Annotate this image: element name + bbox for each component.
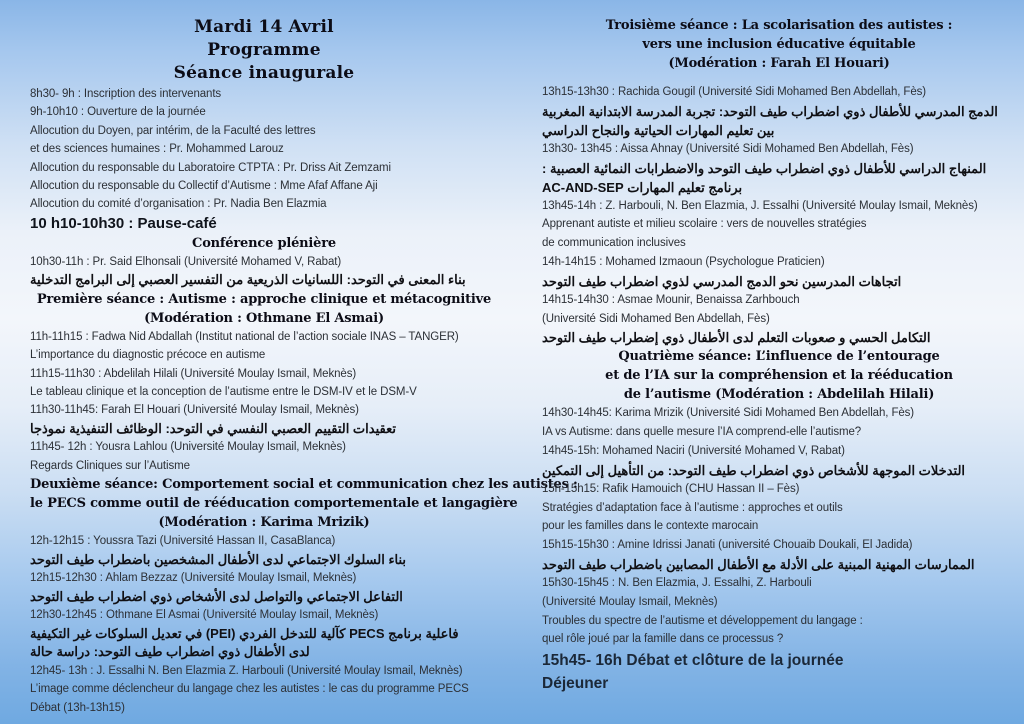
program-entry: 11h45- 12h : Yousra Lahlou (Université Moulay Ismail, Meknès) bbox=[30, 441, 346, 454]
program-entry: Regards Cliniques sur l’Autisme bbox=[30, 459, 190, 472]
program-entry-arabic: بين تعليم المهارات الحياتية والنجاح الدراسي bbox=[542, 122, 775, 138]
program-entry: de communication inclusives bbox=[542, 237, 686, 250]
program-entry: 15h30-15h45 : N. Ben Elazmia, J. Essalhi, Z. Harbouli bbox=[542, 576, 812, 589]
session-heading: vers une inclusion éducative équitable bbox=[642, 37, 916, 52]
session-heading: Deuxième séance: Comportement social et communication chez les autistes : bbox=[30, 477, 578, 493]
session-heading: (Modération : Farah El Houari) bbox=[668, 56, 890, 71]
program-entry-arabic: بناء المعنى في التوحد: اللسانيات الذريعية من التفسير العصبي إلى البرامج التدخلية bbox=[30, 272, 466, 288]
program-entry: 14h45-15h: Mohamed Naciri (Université Mohamed V, Rabat) bbox=[542, 444, 845, 457]
program-entry: 11h30-11h45: Farah El Houari (Université Moulay Ismail, Meknès) bbox=[30, 404, 359, 417]
program-entry-arabic: التدخلات الموجهة للأشخاص ذوي اضطراب طيف التوحد: من التأهيل إلى التمكين bbox=[542, 462, 966, 478]
program-entry-arabic: الدمج المدرسي للأطفال ذوي اضطراب طيف التوحد: تجربة المدرسة الابتدانية المغربية bbox=[542, 103, 998, 119]
program-entry: Troubles du spectre de l’autisme et développement du langage : bbox=[542, 614, 863, 627]
program-entry: 12h15-12h30 : Ahlam Bezzaz (Université Moulay Ismail, Meknès) bbox=[30, 572, 357, 585]
program-entry: Allocution du responsable du Laboratoire CTPTA : Pr. Driss Ait Zemzami bbox=[30, 161, 391, 174]
program-entry: Allocution du Doyen, par intérim, de la Faculté des lettres bbox=[30, 124, 316, 137]
session-heading: le PECS comme outil de rééducation comportementale et langagière bbox=[30, 496, 518, 512]
program-entry: Allocution du comité d’organisation : Pr. Nadia Ben Elazmia bbox=[30, 198, 327, 211]
schedule-highlight: 15h45- 16h Débat et clôture de la journée bbox=[542, 652, 844, 670]
session-heading: (Modération : Othmane El Asmai) bbox=[144, 310, 384, 326]
program-entry: 12h30-12h45 : Othmane El Asmai (Université Moulay Ismail, Meknès) bbox=[30, 609, 379, 622]
program-entry: 12h-12h15 : Youssra Tazi (Université Hassan II, CasaBlanca) bbox=[30, 535, 336, 548]
schedule-highlight: Déjeuner bbox=[542, 675, 609, 693]
program-entry: Stratégies d’adaptation face à l’autisme : approches et outils bbox=[542, 501, 843, 514]
program-entry: 12h45- 13h : J. Essalhi N. Ben Elazmia Z. Harbouli (Université Moulay Ismail, Meknès) bbox=[30, 664, 463, 677]
session-heading: Troisième séance : La scolarisation des autistes : bbox=[605, 18, 953, 33]
program-entry-arabic: اتجاهات المدرسين نحو الدمج المدرسي لذوي اضطراب طيف التوحد bbox=[542, 273, 902, 289]
program-entry: 9h-10h10 : Ouverture de la journée bbox=[30, 106, 206, 119]
spacer bbox=[542, 73, 1016, 83]
session-heading: Conférence plénière bbox=[192, 235, 336, 251]
program-entry-arabic: التكامل الحسي و صعوبات التعلم لدى الأطفال ذوي إضطراب طيف التوحد bbox=[542, 330, 931, 346]
program-entry: (Université Moulay Ismail, Meknès) bbox=[542, 595, 718, 608]
right-column bbox=[542, 16, 1016, 695]
session-heading: Première séance : Autisme : approche clinique et métacognitive bbox=[36, 291, 492, 307]
session-heading: Quatrième séance: L’influence de l’entourage bbox=[618, 349, 940, 365]
session-heading: de l’autisme (Modération : Abdelilah Hilali) bbox=[623, 387, 935, 403]
program-entry: 13h15-13h30 : Rachida Gougil (Université Sidi Mohamed Ben Abdellah, Fès) bbox=[542, 86, 927, 98]
program-entry: 11h-11h15 : Fadwa Nid Abdallah (Institut national de l’action sociale INAS – TANGER) bbox=[30, 330, 459, 343]
program-entry-arabic: لدى الأطفال ذوي اضطراب طيف التوحد: دراسة حالة bbox=[30, 644, 310, 660]
program-entry: 13h30- 13h45 : Aissa Ahnay (Université Sidi Mohamed Ben Abdellah, Fès) bbox=[542, 142, 914, 155]
program-entry: L’importance du diagnostic précoce en autisme bbox=[30, 349, 266, 362]
schedule-highlight: 10 h10-10h30 : Pause-café bbox=[30, 214, 217, 232]
program-entry: L’image comme déclencheur du langage chez les autistes : le cas du programme PECS bbox=[30, 683, 469, 696]
program-title-line: Mardi 14 Avril bbox=[194, 17, 334, 37]
program-entry: 14h15-14h30 : Asmae Mounir, Benaissa Zarhbouch bbox=[542, 293, 800, 306]
program-entry-arabic: بناء السلوك الاجتماعي لدى الأطفال المشخصين باضطراب طيف التوحد bbox=[30, 551, 407, 567]
session-heading: (Modération : Karima Mrizik) bbox=[158, 515, 370, 531]
program-entry: et des sciences humaines : Pr. Mohammed Larouz bbox=[30, 143, 284, 156]
session-heading: et de l’IA sur la compréhension et la rééducation bbox=[605, 368, 953, 384]
program-entry: Le tableau clinique et la conception de l’autisme entre le DSM-IV et le DSM-V bbox=[30, 386, 417, 399]
program-entry-arabic: تعقيدات التقييم العصبي النفسي في التوحد: الوظائف التنفيذية نموذجا bbox=[30, 420, 396, 436]
program-entry: 10h30-11h : Pr. Said Elhonsali (Université Mohamed V, Rabat) bbox=[30, 255, 342, 268]
program-entry-arabic: المنهاج الدراسي للأطفال ذوي اضطراب طيف التوحد والاضطرابات النمائية العصبية : bbox=[542, 160, 987, 176]
program-entry: 15h15-15h30 : Amine Idrissi Janati (université Chouaib Doukali, El Jadida) bbox=[542, 539, 913, 552]
program-entry: 14h-14h15 : Mohamed Izmaoun (Psychologue Praticien) bbox=[542, 255, 825, 268]
program-title-line: Programme bbox=[207, 40, 321, 60]
program-entry-arabic: برنامج تعليم المهارات AC-AND-SEP bbox=[542, 179, 743, 195]
program-title-line: Séance inaugurale bbox=[173, 63, 355, 83]
program-entry-arabic: فاعلية برنامج PECS كآلية للتدخل الفردي (PEI) في تعديل السلوكات غير التكيفية bbox=[30, 625, 459, 641]
program-entry-arabic: التفاعل الاجتماعي والتواصل لدى الأشخاص ذوي اضطراب طيف التوحد bbox=[30, 588, 403, 604]
program-entry: pour les familles dans le contexte marocain bbox=[542, 520, 759, 533]
program-entry: Allocution du responsable du Collectif d’Autisme : Mme Afaf Affane Aji bbox=[30, 180, 378, 193]
program-entry: 8h30- 9h : Inscription des intervenants bbox=[30, 88, 222, 100]
program-entry: Débat (13h-13h15) bbox=[30, 701, 125, 714]
program-entry-arabic: الممارسات المهنية المبنية على الأدلة مع الأطفال المصابين باضطراب طيف التوحد bbox=[542, 556, 975, 572]
program-entry: 13h45-14h : Z. Harbouli, N. Ben Elazmia, J. Essalhi (Université Moulay Ismail, Meknès) bbox=[542, 199, 978, 212]
program-entry: 15h-15h15: Rafik Hamouich (CHU Hassan II – Fès) bbox=[542, 482, 800, 495]
program-entry: 14h30-14h45: Karima Mrizik (Université Sidi Mohamed Ben Abdellah, Fès) bbox=[542, 407, 915, 420]
program-entry: 11h15-11h30 : Abdelilah Hilali (Université Moulay Ismail, Meknès) bbox=[30, 367, 357, 380]
program-entry: (Université Sidi Mohamed Ben Abdellah, Fès) bbox=[542, 312, 770, 325]
program-entry: Apprenant autiste et milieu scolaire : vers de nouvelles stratégies bbox=[542, 218, 867, 231]
program-entry: quel rôle joué par la famille dans ce processus ? bbox=[542, 633, 784, 646]
program-entry: IA vs Autisme: dans quelle mesure l’IA comprend-elle l’autisme? bbox=[542, 426, 862, 439]
